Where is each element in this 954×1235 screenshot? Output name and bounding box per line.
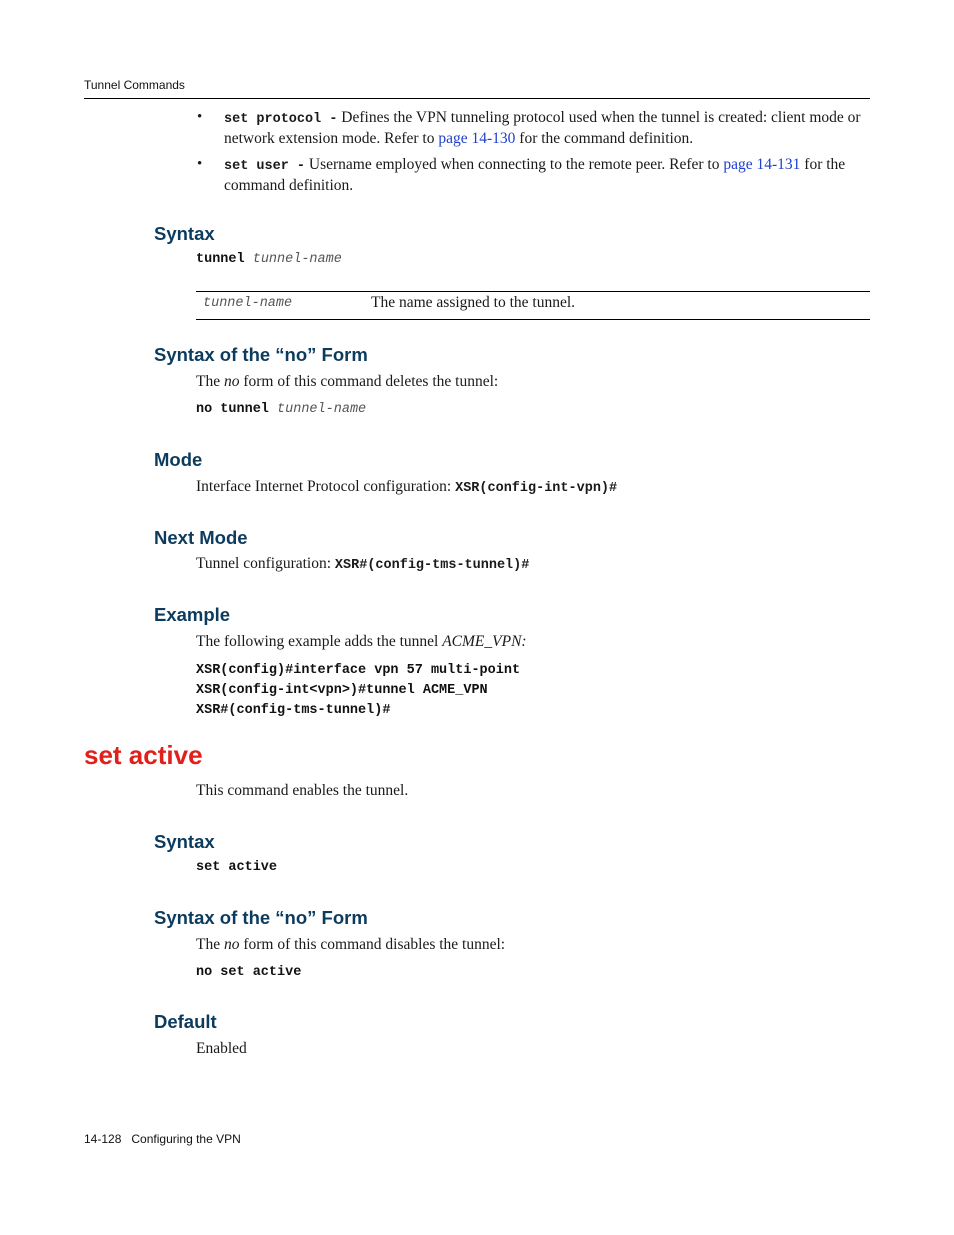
no-form-argument: tunnel-name: [277, 402, 367, 417]
bullet-text-after: for the command definition.: [515, 130, 694, 147]
text-segment: form of this command disables the tunnel:: [239, 936, 506, 953]
text-segment: Interface Internet Protocol configuration:: [196, 478, 456, 495]
bullet-icon: •: [197, 109, 203, 125]
default-value: Enabled: [196, 1040, 247, 1057]
parameter-description: The name assigned to the tunnel.: [371, 294, 576, 311]
bullet-set-protocol: [197, 108, 870, 148]
syntax-argument: tunnel-name: [252, 252, 342, 267]
example-heading: Example: [154, 604, 231, 625]
syntax-command: tunnel: [196, 252, 245, 267]
chapter-title: Configuring the VPN: [131, 1132, 241, 1146]
tunnel-no-form-text: [196, 372, 498, 391]
set-active-no-form-text: [196, 935, 505, 954]
next-mode-text: [196, 554, 529, 575]
no-form-command: no tunnel: [196, 402, 269, 417]
emphasis-no: no: [223, 373, 240, 390]
bullet-set-user: [197, 155, 870, 195]
page-footer: [84, 1132, 241, 1146]
running-header: Tunnel Commands: [84, 78, 185, 92]
example-code-block: [196, 661, 520, 721]
next-mode-heading: Next Mode: [154, 527, 248, 548]
bullet-command: set user -: [224, 159, 306, 174]
page-number: 14-128: [84, 1132, 122, 1146]
bullet-command: set protocol -: [224, 112, 338, 127]
bullet-icon: •: [197, 156, 203, 172]
page-link-14-131[interactable]: page 14-131: [723, 156, 801, 173]
next-mode-prompt: XSR#(config-tms-tunnel)#: [334, 558, 530, 573]
bullet-text: Defines the VPN tunneling protocol used when the tunnel is created: client mode or network extension mode. Refer to: [224, 109, 861, 147]
bullet-text-after: for the command definition.: [224, 156, 846, 194]
example-code-line: XSR#(config-tms-tunnel)#: [196, 703, 391, 718]
default-heading: Default: [154, 1011, 217, 1032]
bullet-text: Username employed when connecting to the remote peer. Refer to: [305, 156, 724, 173]
tunnel-syntax-heading: Syntax: [154, 223, 215, 244]
command-title-set-active: set active: [84, 740, 203, 770]
mode-prompt: XSR(config-int-vpn)#: [455, 481, 618, 496]
example-code-line: XSR(config-int<vpn>)#tunnel ACME_VPN: [196, 683, 488, 698]
set-active-syntax-line: set active: [196, 860, 278, 875]
emphasis-no: no: [223, 936, 240, 953]
page-link-14-130[interactable]: page 14-130: [438, 130, 516, 147]
text-segment: The: [196, 936, 224, 953]
emphasis-tunnel-name: ACME_VPN:: [442, 633, 527, 650]
header-rule: [84, 98, 870, 99]
text-segment: The: [196, 373, 224, 390]
text-segment: The following example adds the tunnel: [196, 633, 443, 650]
example-code-line: XSR(config)#interface vpn 57 multi-point: [196, 663, 521, 678]
set-active-syntax-heading: Syntax: [154, 831, 215, 852]
tunnel-no-form-line: [196, 400, 366, 420]
tunnel-syntax-line: [196, 250, 342, 270]
text-segment: Tunnel configuration:: [196, 555, 335, 572]
mode-heading: Mode: [154, 449, 203, 470]
set-active-description: This command enables the tunnel.: [196, 782, 409, 799]
set-active-no-form-heading: Syntax of the “no” Form: [154, 907, 368, 928]
example-text: [196, 632, 527, 651]
mode-text: [196, 477, 617, 498]
set-active-no-form-line: no set active: [196, 965, 302, 980]
tunnel-no-form-heading: Syntax of the “no” Form: [154, 344, 368, 365]
text-segment: form of this command deletes the tunnel:: [239, 373, 499, 390]
parameter-name: tunnel-name: [203, 296, 293, 311]
parameter-table: [196, 291, 870, 320]
